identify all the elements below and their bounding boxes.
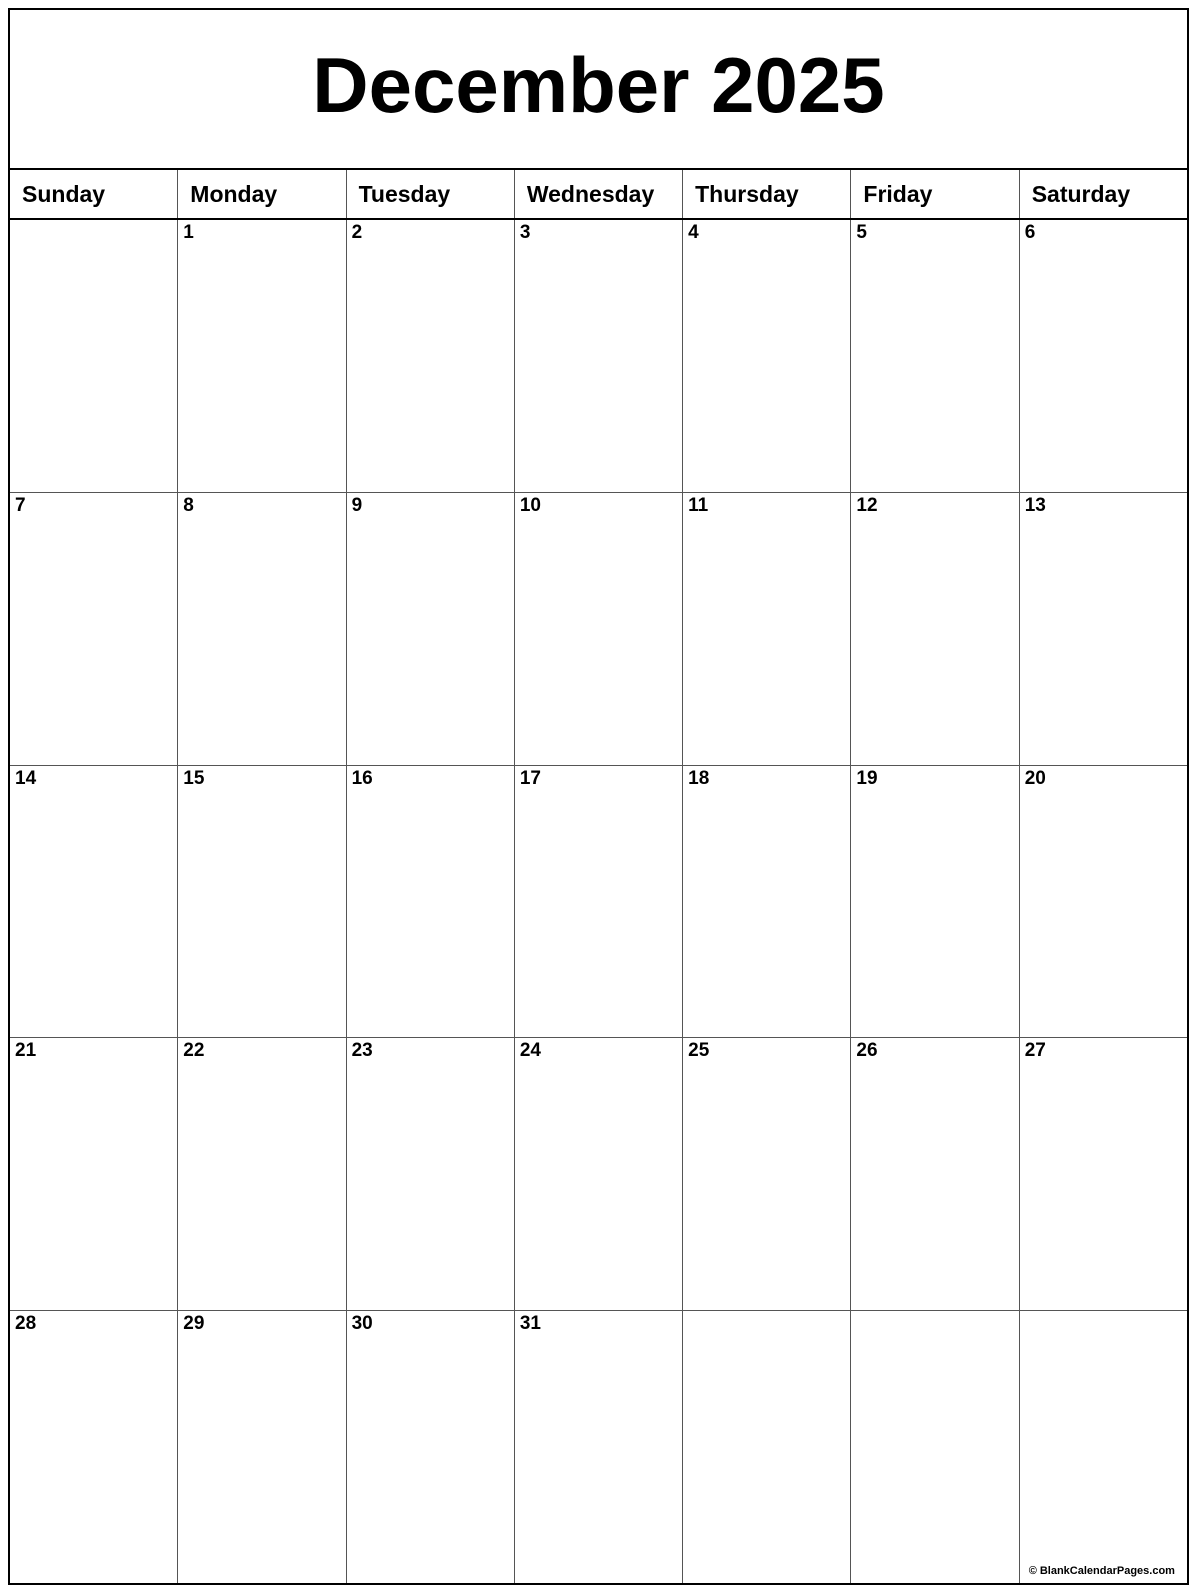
day-number: 21 bbox=[15, 1040, 37, 1062]
day-number: 19 bbox=[856, 767, 878, 789]
day-number: 6 bbox=[1024, 222, 1036, 243]
weekday-label: Wednesday bbox=[526, 180, 655, 207]
day-cell[interactable] bbox=[683, 1311, 851, 1583]
day-cell[interactable] bbox=[178, 1311, 346, 1583]
day-number: 16 bbox=[351, 767, 373, 789]
weekday-header-wednesday bbox=[515, 170, 683, 218]
day-number: 2 bbox=[351, 222, 363, 243]
day-cell[interactable] bbox=[851, 1038, 1019, 1310]
day-cell[interactable] bbox=[10, 220, 178, 492]
weekday-header-thursday bbox=[683, 170, 851, 218]
day-cell[interactable] bbox=[347, 220, 515, 492]
day-cell[interactable] bbox=[178, 766, 346, 1038]
day-number: 23 bbox=[351, 1040, 373, 1062]
day-cell[interactable] bbox=[515, 1038, 683, 1310]
calendar-grid bbox=[10, 220, 1187, 1583]
day-number: 3 bbox=[519, 222, 531, 243]
weekday-label: Monday bbox=[190, 180, 278, 207]
day-cell[interactable] bbox=[1020, 493, 1187, 765]
day-number: 22 bbox=[183, 1040, 205, 1062]
day-number: 13 bbox=[1024, 494, 1046, 516]
weekday-label: Tuesday bbox=[358, 180, 451, 207]
weekday-header-row bbox=[10, 170, 1187, 220]
weekday-header-monday bbox=[178, 170, 346, 218]
day-cell[interactable] bbox=[1020, 220, 1187, 492]
day-cell[interactable] bbox=[347, 1038, 515, 1310]
day-cell[interactable] bbox=[851, 1311, 1019, 1583]
day-cell[interactable] bbox=[683, 766, 851, 1038]
day-cell[interactable] bbox=[178, 493, 346, 765]
weekday-header-saturday bbox=[1020, 170, 1187, 218]
day-cell[interactable] bbox=[178, 1038, 346, 1310]
day-cell[interactable] bbox=[1020, 1311, 1187, 1583]
credit-label: © BlankCalendarPages.com bbox=[1028, 1564, 1175, 1577]
day-cell[interactable] bbox=[515, 493, 683, 765]
weekday-header-friday bbox=[851, 170, 1019, 218]
day-number: 20 bbox=[1024, 767, 1046, 789]
day-number: 24 bbox=[519, 1040, 541, 1062]
day-number: 8 bbox=[183, 494, 194, 516]
day-cell[interactable] bbox=[683, 493, 851, 765]
day-cell[interactable] bbox=[178, 220, 346, 492]
day-cell[interactable] bbox=[515, 220, 683, 492]
day-cell[interactable] bbox=[515, 766, 683, 1038]
weekday-label: Saturday bbox=[1031, 180, 1131, 207]
day-number: 5 bbox=[856, 222, 867, 243]
weekday-header-sunday bbox=[10, 170, 178, 218]
day-number: 12 bbox=[856, 494, 878, 516]
day-number: 29 bbox=[183, 1313, 205, 1335]
day-number: 27 bbox=[1024, 1040, 1046, 1062]
day-number: 18 bbox=[688, 767, 710, 789]
day-cell[interactable] bbox=[851, 220, 1019, 492]
day-cell[interactable] bbox=[347, 493, 515, 765]
week-row bbox=[10, 493, 1187, 766]
week-row bbox=[10, 766, 1187, 1039]
day-number: 1 bbox=[183, 222, 194, 243]
page-title: December 2025 bbox=[312, 41, 885, 129]
day-cell[interactable] bbox=[1020, 766, 1187, 1038]
day-cell[interactable] bbox=[515, 1311, 683, 1583]
day-number: 17 bbox=[519, 767, 541, 789]
day-cell[interactable] bbox=[10, 493, 178, 765]
day-cell[interactable] bbox=[851, 493, 1019, 765]
day-number: 25 bbox=[688, 1040, 710, 1062]
day-cell[interactable] bbox=[347, 1311, 515, 1583]
day-number: 31 bbox=[519, 1313, 541, 1335]
day-cell[interactable] bbox=[10, 766, 178, 1038]
week-row bbox=[10, 1038, 1187, 1311]
calendar-sheet bbox=[8, 8, 1189, 1585]
day-number: 10 bbox=[519, 494, 541, 516]
weekday-label: Thursday bbox=[695, 180, 799, 207]
week-row bbox=[10, 220, 1187, 493]
day-number: 26 bbox=[856, 1040, 878, 1062]
calendar-title-bar bbox=[10, 10, 1187, 170]
day-cell[interactable] bbox=[10, 1038, 178, 1310]
day-cell[interactable] bbox=[683, 220, 851, 492]
day-number: 14 bbox=[15, 767, 37, 789]
day-number: 15 bbox=[183, 767, 205, 789]
day-number: 4 bbox=[688, 222, 699, 243]
weekday-label: Friday bbox=[863, 180, 933, 207]
day-cell[interactable] bbox=[347, 766, 515, 1038]
day-cell[interactable] bbox=[1020, 1038, 1187, 1310]
day-number: 7 bbox=[15, 494, 26, 516]
weekday-label: Sunday bbox=[22, 180, 106, 207]
weekday-header-tuesday bbox=[347, 170, 515, 218]
day-cell[interactable] bbox=[683, 1038, 851, 1310]
day-number: 9 bbox=[351, 494, 363, 516]
day-number: 28 bbox=[15, 1313, 37, 1335]
day-number: 11 bbox=[688, 494, 709, 516]
day-cell[interactable] bbox=[10, 1311, 178, 1583]
day-number: 30 bbox=[351, 1313, 373, 1335]
week-row bbox=[10, 1311, 1187, 1583]
day-cell[interactable] bbox=[851, 766, 1019, 1038]
